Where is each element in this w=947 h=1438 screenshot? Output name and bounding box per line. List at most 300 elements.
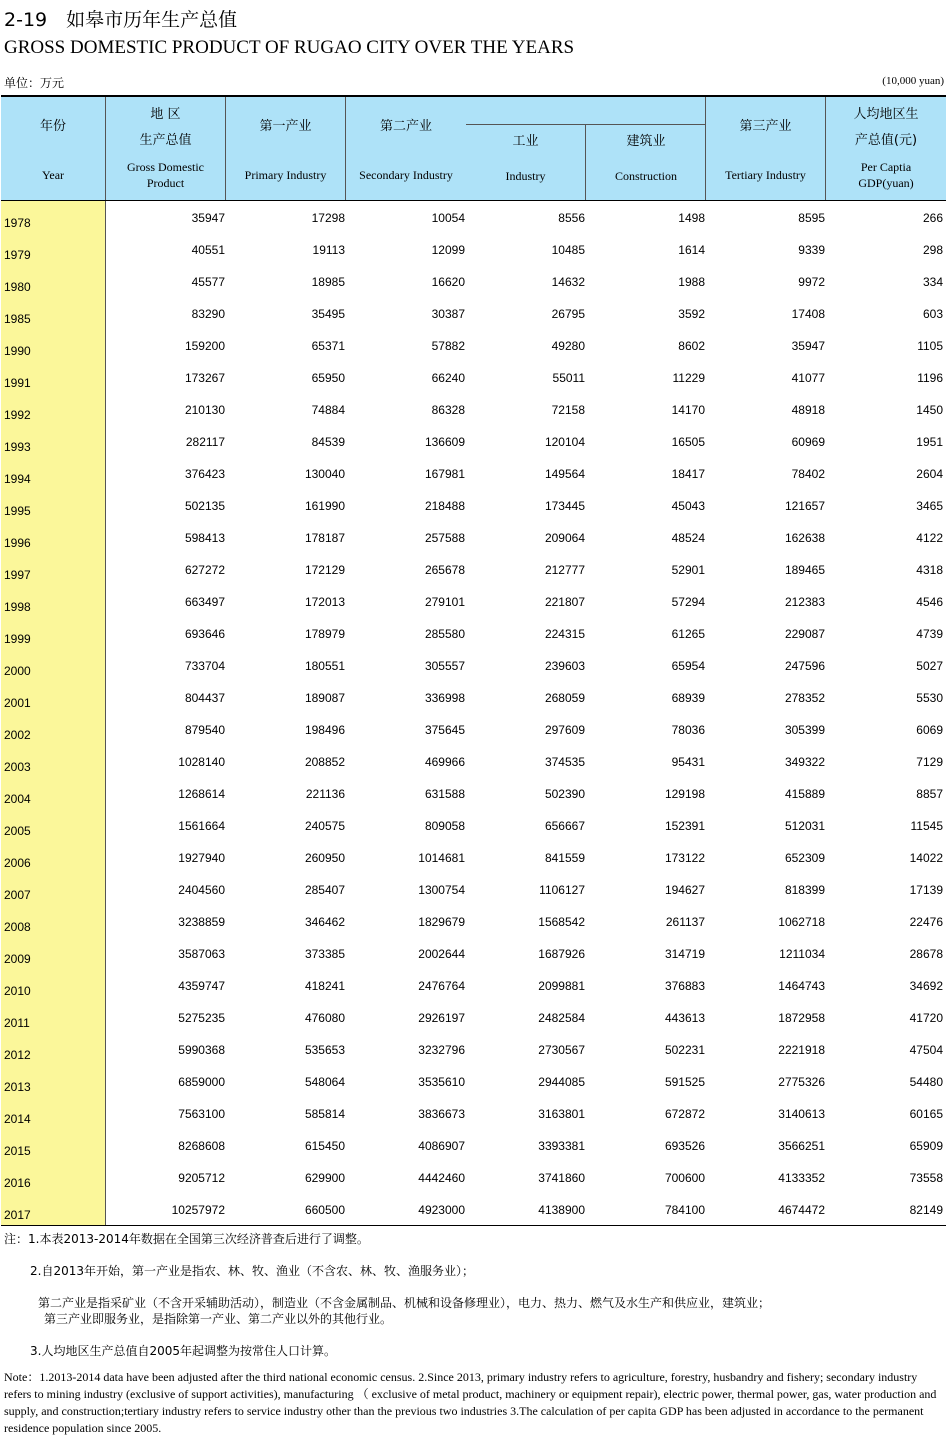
year-cell: 2009: [4, 952, 31, 966]
year-cell: 2013: [4, 1080, 31, 1094]
table-row: [1, 937, 946, 969]
header-industry: [466, 124, 586, 200]
table-row: [1, 297, 946, 329]
tertiary-cell: 247596: [784, 659, 825, 673]
construction-cell: 95431: [671, 755, 705, 769]
gdp-cell: 5990368: [178, 1043, 225, 1057]
table-row: [1, 1065, 946, 1097]
construction-cell: 14170: [671, 403, 705, 417]
percap-cell: 73558: [909, 1171, 943, 1185]
secondary-cell: 1829679: [418, 915, 465, 929]
primary-cell: 260950: [304, 851, 345, 865]
year-cell: 2001: [4, 696, 31, 710]
gdp-cell: 10257972: [171, 1203, 225, 1217]
gdp-cell: 1028140: [178, 755, 225, 769]
header-secondary: [346, 97, 706, 200]
table-row: [1, 201, 946, 233]
construction-cell: 3592: [678, 307, 705, 321]
header-construction-en: Construction: [615, 169, 677, 183]
header-percap-cn1: 人均地区生: [853, 107, 919, 122]
header-percap: [826, 97, 946, 200]
gdp-cell: 8268608: [178, 1139, 225, 1153]
table-row: [1, 1193, 946, 1225]
secondary-cell: 66240: [431, 371, 465, 385]
industry-cell: 173445: [544, 499, 585, 513]
construction-cell: 173122: [664, 851, 705, 865]
secondary-cell: 4442460: [418, 1171, 465, 1185]
header-year: [1, 97, 106, 200]
primary-cell: 172129: [304, 563, 345, 577]
percap-cell: 22476: [909, 915, 943, 929]
table-row: [1, 1097, 946, 1129]
tertiary-cell: 4133352: [778, 1171, 825, 1185]
secondary-cell: 1300754: [418, 883, 465, 897]
year-cell: 2014: [4, 1112, 31, 1126]
construction-cell: 700600: [664, 1171, 705, 1185]
header-year-cn: 年份: [39, 119, 66, 134]
tertiary-cell: 2221918: [778, 1043, 825, 1057]
page-title-en: GROSS DOMESTIC PRODUCT OF RUGAO CITY OVER THE YEARS: [4, 37, 575, 58]
primary-cell: 198496: [304, 723, 345, 737]
construction-cell: 672872: [664, 1107, 705, 1121]
header-secondary-cn: 第二产业: [379, 119, 432, 134]
industry-cell: 1568542: [538, 915, 585, 929]
percap-cell: 60165: [909, 1107, 943, 1121]
gdp-cell: 35947: [191, 211, 225, 225]
unit-label-cn: 单位：万元: [4, 76, 65, 90]
secondary-cell: 336998: [424, 691, 465, 705]
tertiary-cell: 189465: [784, 563, 825, 577]
note-cn-3: 3.人均地区生产总值自2005年起调整为按常住人口计算。: [30, 1344, 336, 1358]
primary-cell: 17298: [311, 211, 345, 225]
table-row: [1, 457, 946, 489]
secondary-cell: 10054: [431, 211, 465, 225]
percap-cell: 4122: [916, 531, 943, 545]
secondary-cell: 86328: [431, 403, 465, 417]
construction-cell: 78036: [671, 723, 705, 737]
gdp-cell: 804437: [184, 691, 225, 705]
primary-cell: 35495: [311, 307, 345, 321]
gdp-cell: 4359747: [178, 979, 225, 993]
year-cell: 1990: [4, 344, 31, 358]
note-cn-2c: 第三产业即服务业，是指除第一产业、第二产业以外的其他行业。: [44, 1312, 393, 1326]
note-cn-1: 注：1.本表2013-2014年数据在全国第三次经济普查后进行了调整。: [4, 1232, 369, 1246]
table-row: [1, 1129, 946, 1161]
header-industry-en: Industry: [505, 169, 546, 183]
gdp-cell: 1268614: [178, 787, 225, 801]
gdp-cell: 282117: [185, 435, 225, 449]
secondary-cell: 4923000: [418, 1203, 465, 1217]
gdp-cell: 502135: [184, 499, 225, 513]
gdp-cell: 3238859: [178, 915, 225, 929]
gdp-cell: 598413: [184, 531, 225, 545]
year-cell: 1993: [4, 440, 31, 454]
header-primary-cn: 第一产业: [259, 119, 312, 134]
primary-cell: 240575: [304, 819, 345, 833]
gdp-cell: 40551: [191, 243, 225, 257]
year-cell: 2008: [4, 920, 31, 934]
industry-cell: 2482584: [538, 1011, 585, 1025]
construction-cell: 11229: [672, 371, 705, 385]
primary-cell: 130040: [304, 467, 345, 481]
percap-cell: 47504: [909, 1043, 943, 1057]
construction-cell: 61265: [671, 627, 705, 641]
secondary-cell: 809058: [424, 819, 465, 833]
percap-cell: 7129: [916, 755, 943, 769]
gdp-cell: 376423: [184, 467, 225, 481]
header-tertiary: [706, 97, 826, 200]
primary-cell: 189087: [304, 691, 345, 705]
industry-cell: 149564: [544, 467, 585, 481]
header-gdp-en1: Gross Domestic: [127, 160, 204, 174]
table-row: [1, 329, 946, 361]
construction-cell: 65954: [671, 659, 705, 673]
table-row: [1, 809, 946, 841]
primary-cell: 548064: [304, 1075, 345, 1089]
secondary-cell: 4086907: [418, 1139, 465, 1153]
construction-cell: 1614: [678, 243, 705, 257]
primary-cell: 373385: [304, 947, 345, 961]
percap-cell: 5530: [916, 691, 943, 705]
header-primary-en: Primary Industry: [244, 168, 327, 182]
industry-cell: 8556: [558, 211, 585, 225]
construction-cell: 376883: [664, 979, 705, 993]
year-cell: 1996: [4, 536, 31, 550]
industry-cell: 2730567: [538, 1043, 585, 1057]
year-cell: 2003: [4, 760, 31, 774]
construction-cell: 693526: [664, 1139, 705, 1153]
tertiary-cell: 278352: [784, 691, 825, 705]
secondary-cell: 2926197: [418, 1011, 465, 1025]
table-row: [1, 521, 946, 553]
industry-cell: 374535: [544, 755, 585, 769]
percap-cell: 54480: [909, 1075, 943, 1089]
industry-cell: 1106127: [539, 883, 585, 897]
table-row: [1, 425, 946, 457]
tertiary-cell: 35947: [791, 339, 825, 353]
gdp-cell: 6859000: [178, 1075, 225, 1089]
header-secondary-en: Secondary Industry: [359, 168, 453, 182]
year-cell: 2015: [4, 1144, 31, 1158]
tertiary-cell: 2775326: [778, 1075, 825, 1089]
header-construction: [586, 124, 706, 200]
tertiary-cell: 415889: [784, 787, 825, 801]
primary-cell: 161990: [304, 499, 345, 513]
tertiary-cell: 349322: [784, 755, 825, 769]
header-percap-en1: Per Captia: [860, 160, 912, 174]
secondary-cell: 3535610: [418, 1075, 465, 1089]
construction-cell: 591525: [664, 1075, 705, 1089]
construction-cell: 8602: [678, 339, 705, 353]
secondary-cell: 136609: [424, 435, 465, 449]
industry-cell: 297609: [544, 723, 585, 737]
unit-label-en: (10,000 yuan): [882, 75, 944, 87]
tertiary-cell: 3566251: [778, 1139, 825, 1153]
year-cell: 2004: [4, 792, 31, 806]
gdp-cell: 693646: [184, 627, 225, 641]
percap-cell: 28678: [909, 947, 943, 961]
primary-cell: 178187: [304, 531, 345, 545]
percap-cell: 14022: [909, 851, 943, 865]
gdp-cell: 733704: [184, 659, 225, 673]
gdp-cell: 210130: [184, 403, 225, 417]
header-percap-en2: GDP(yuan): [858, 176, 914, 190]
header-gdp-cn1: 地 区: [150, 107, 181, 122]
construction-cell: 443613: [664, 1011, 705, 1025]
construction-cell: 18417: [671, 467, 705, 481]
gdp-cell: 879540: [184, 723, 225, 737]
gdp-cell: 9205712: [178, 1171, 225, 1185]
percap-cell: 298: [922, 243, 943, 257]
construction-cell: 502231: [664, 1043, 705, 1057]
industry-cell: 55011: [552, 371, 585, 385]
percap-cell: 2604: [916, 467, 943, 481]
percap-cell: 603: [922, 307, 943, 321]
construction-cell: 52901: [671, 563, 705, 577]
table-row: [1, 265, 946, 297]
year-cell: 2007: [4, 888, 31, 902]
construction-cell: 68939: [671, 691, 705, 705]
secondary-cell: 218488: [424, 499, 465, 513]
table-body: [1, 201, 946, 1226]
construction-cell: 45043: [671, 499, 705, 513]
percap-cell: 3465: [916, 499, 943, 513]
tertiary-cell: 1872958: [778, 1011, 825, 1025]
table-row: [1, 681, 946, 713]
secondary-cell: 631588: [424, 787, 465, 801]
primary-cell: 418241: [304, 979, 345, 993]
percap-cell: 17139: [909, 883, 943, 897]
header-gdp: [106, 97, 226, 200]
primary-cell: 172013: [304, 595, 345, 609]
percap-cell: 5027: [916, 659, 943, 673]
year-cell: 1997: [4, 568, 31, 582]
percap-cell: 1105: [917, 339, 943, 353]
year-cell: 1980: [4, 280, 31, 294]
construction-cell: 314719: [664, 947, 705, 961]
secondary-cell: 279101: [424, 595, 465, 609]
gdp-cell: 663497: [184, 595, 225, 609]
tertiary-cell: 121657: [784, 499, 825, 513]
tertiary-cell: 4674472: [778, 1203, 825, 1217]
note-cn-2b: 第二产业是指采矿业（不含开采辅助活动），制造业（不含金属制品、机械和设备修理业），电力、热力、燃气及水生产和供应业，建筑业；: [38, 1296, 771, 1310]
tertiary-cell: 1062718: [778, 915, 825, 929]
header-tertiary-en: Tertiary Industry: [725, 168, 806, 182]
construction-cell: 57294: [671, 595, 705, 609]
gdp-cell: 173267: [184, 371, 225, 385]
primary-cell: 19113: [312, 243, 345, 257]
percap-cell: 266: [922, 211, 943, 225]
percap-cell: 34692: [909, 979, 943, 993]
secondary-cell: 1014681: [418, 851, 465, 865]
table-row: [1, 585, 946, 617]
year-cell: 1991: [4, 376, 31, 390]
industry-cell: 2944085: [538, 1075, 585, 1089]
secondary-cell: 16620: [431, 275, 465, 289]
percap-cell: 11545: [910, 819, 943, 833]
industry-cell: 502390: [544, 787, 585, 801]
primary-cell: 65371: [311, 339, 345, 353]
secondary-cell: 257588: [424, 531, 465, 545]
primary-cell: 84539: [311, 435, 345, 449]
secondary-cell: 57882: [431, 339, 465, 353]
header-percap-cn2: 产总值(元): [854, 133, 918, 148]
year-cell: 2017: [4, 1208, 31, 1222]
year-cell: 2005: [4, 824, 31, 838]
industry-cell: 3163801: [538, 1107, 585, 1121]
percap-cell: 4739: [916, 627, 943, 641]
primary-cell: 178979: [304, 627, 345, 641]
secondary-cell: 2002644: [418, 947, 465, 961]
secondary-cell: 469966: [424, 755, 465, 769]
construction-cell: 48524: [671, 531, 705, 545]
year-cell: 2016: [4, 1176, 31, 1190]
table-row: [1, 553, 946, 585]
table-row: [1, 969, 946, 1001]
construction-cell: 194627: [664, 883, 705, 897]
year-cell: 1985: [4, 312, 31, 326]
tertiary-cell: 48918: [791, 403, 825, 417]
table-row: [1, 233, 946, 265]
tertiary-cell: 229087: [784, 627, 825, 641]
tertiary-cell: 60969: [791, 435, 825, 449]
gdp-cell: 5275235: [178, 1011, 225, 1025]
year-cell: 2010: [4, 984, 31, 998]
percap-cell: 1196: [917, 371, 943, 385]
gdp-cell: 627272: [184, 563, 225, 577]
tertiary-cell: 3140613: [778, 1107, 825, 1121]
industry-cell: 120104: [544, 435, 585, 449]
primary-cell: 476080: [304, 1011, 345, 1025]
year-cell: 2011: [4, 1016, 30, 1030]
page-title-cn: 2-19 如皋市历年生产总值: [4, 9, 238, 31]
primary-cell: 285407: [304, 883, 345, 897]
primary-cell: 208852: [304, 755, 345, 769]
table-row: [1, 905, 946, 937]
industry-cell: 209064: [544, 531, 585, 545]
table-header: [1, 97, 946, 201]
header-construction-cn: 建筑业: [626, 134, 666, 149]
tertiary-cell: 1211034: [779, 947, 825, 961]
percap-cell: 4546: [916, 595, 943, 609]
gdp-cell: 159200: [184, 339, 225, 353]
industry-cell: 224315: [544, 627, 585, 641]
header-tertiary-cn: 第三产业: [739, 119, 792, 134]
table-row: [1, 617, 946, 649]
header-industry-cn: 工业: [512, 134, 539, 149]
secondary-cell: 305557: [424, 659, 465, 673]
note-en: Note：1.2013-2014 data have been adjusted after the third national economic census. 2.Since 2013, primary industry refers to agriculture, forestry, husbandry and fishery; secondary industry refers to mining industry (exclusive of support activities), manufacturing （ exclusive of metal product, machinery or equipment repair), electric power, thermal power, gas, water production and supply, and construction;tertiary industry refers to service industry other than the previous two industries 3.The calculation of per capita GDP has been adjusted in accordance to the permanent residence population since 2005.: [4, 1370, 937, 1435]
industry-cell: 3741860: [538, 1171, 585, 1185]
tertiary-cell: 17408: [791, 307, 825, 321]
table-row: [1, 873, 946, 905]
construction-cell: 1988: [678, 275, 705, 289]
year-cell: 1979: [4, 248, 31, 262]
industry-cell: 1687926: [538, 947, 585, 961]
industry-cell: 14632: [551, 275, 585, 289]
secondary-cell: 30387: [431, 307, 465, 321]
secondary-cell: 3232796: [418, 1043, 465, 1057]
year-cell: 1978: [4, 216, 31, 230]
industry-cell: 239603: [544, 659, 585, 673]
note-cn-2: 2.自2013年开始，第一产业是指农、林、牧、渔业（不含农、林、牧、渔服务业）；: [30, 1264, 474, 1278]
gdp-cell: 83290: [191, 307, 225, 321]
gdp-cell: 2404560: [178, 883, 225, 897]
secondary-cell: 285580: [424, 627, 465, 641]
primary-cell: 629900: [304, 1171, 345, 1185]
tertiary-cell: 9339: [798, 243, 825, 257]
gdp-cell: 3587063: [178, 947, 225, 961]
primary-cell: 615450: [304, 1139, 345, 1153]
secondary-cell: 2476764: [418, 979, 465, 993]
table-row: [1, 777, 946, 809]
year-cell: 1992: [4, 408, 31, 422]
percap-cell: 1450: [916, 403, 943, 417]
tertiary-cell: 512031: [784, 819, 825, 833]
primary-cell: 74884: [311, 403, 345, 417]
tertiary-cell: 41077: [791, 371, 825, 385]
header-gdp-en2: Product: [146, 176, 185, 190]
primary-cell: 18985: [311, 275, 345, 289]
industry-cell: 2099881: [538, 979, 585, 993]
gdp-cell: 1561664: [178, 819, 225, 833]
gdp-cell: 45577: [191, 275, 225, 289]
table-row: [1, 1001, 946, 1033]
primary-cell: 660500: [304, 1203, 345, 1217]
secondary-cell: 3836673: [418, 1107, 465, 1121]
industry-cell: 656667: [544, 819, 585, 833]
gdp-cell: 1927940: [178, 851, 225, 865]
industry-cell: 268059: [544, 691, 585, 705]
industry-cell: 221807: [544, 595, 585, 609]
percap-cell: 41720: [909, 1011, 943, 1025]
primary-cell: 585814: [304, 1107, 345, 1121]
year-cell: 2006: [4, 856, 31, 870]
tertiary-cell: 8595: [798, 211, 825, 225]
year-cell: 2000: [4, 664, 31, 678]
header-year-en: Year: [41, 168, 65, 182]
construction-cell: 16505: [671, 435, 705, 449]
percap-cell: 1951: [916, 435, 943, 449]
percap-cell: 8857: [916, 787, 943, 801]
secondary-cell: 375645: [424, 723, 465, 737]
secondary-cell: 12099: [431, 243, 465, 257]
table-row: [1, 489, 946, 521]
tertiary-cell: 1464743: [778, 979, 825, 993]
header-primary: [226, 97, 346, 200]
table-row: [1, 1161, 946, 1193]
primary-cell: 65950: [311, 371, 345, 385]
table-row: [1, 841, 946, 873]
percap-cell: 4318: [916, 563, 943, 577]
tertiary-cell: 818399: [784, 883, 825, 897]
header-gdp-cn2: 生产总值: [139, 133, 192, 148]
table-row: [1, 1033, 946, 1065]
percap-cell: 65909: [909, 1139, 943, 1153]
table-row: [1, 649, 946, 681]
construction-cell: 1498: [678, 211, 705, 225]
secondary-cell: 167981: [424, 467, 465, 481]
table-row: [1, 745, 946, 777]
percap-cell: 6069: [916, 723, 943, 737]
tertiary-cell: 9972: [798, 275, 825, 289]
year-cell: 1998: [4, 600, 31, 614]
industry-cell: 72158: [551, 403, 585, 417]
gdp-table: [1, 95, 946, 1226]
industry-cell: 3393381: [538, 1139, 585, 1153]
industry-cell: 841559: [544, 851, 585, 865]
construction-cell: 784100: [664, 1203, 705, 1217]
